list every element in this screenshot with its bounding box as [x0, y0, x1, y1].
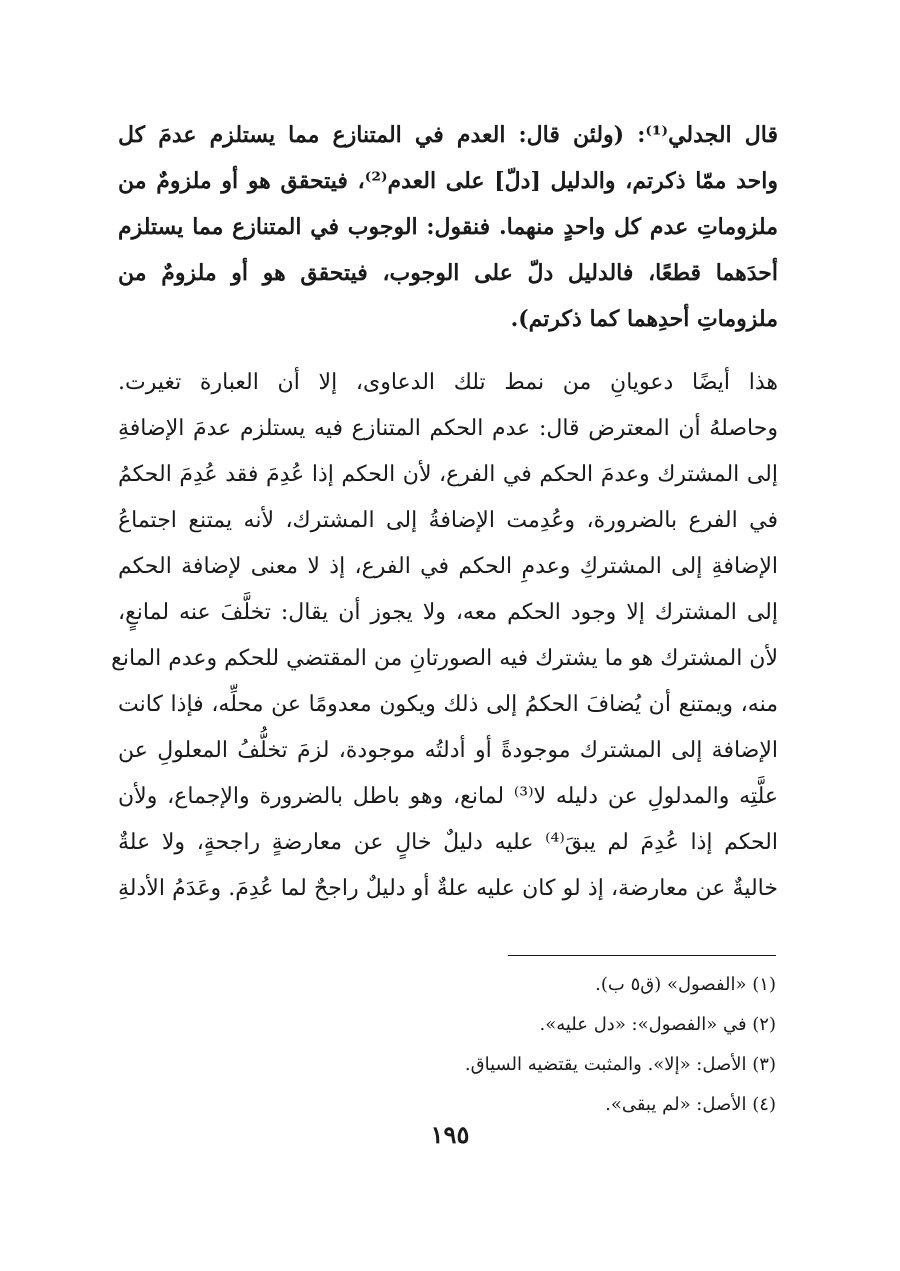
text-line: لأن المشترك هو ما يشترك فيه الصورتانِ من المقتضي للحكم وعدم المانع — [111, 646, 778, 671]
text-line: منه، ويمتنع أن يُضافَ الحكمُ إلى ذلك ويكون معدومًا عن محلِّه، فإذا كانت — [118, 692, 778, 717]
text-line: خاليةٌ عن معارضة، إذ لو كان عليه علةٌ أو دليلٌ راجحٌ لما عُدِمَ. وعَدَمُ الأدلةِ — [118, 876, 778, 901]
footnotes — [300, 965, 776, 1125]
footnote-3: (٣) الأصل: «إلا». والمثبت يقتضيه السياق. — [464, 1054, 776, 1075]
text-line: وحاصلهُ أن المعترض قال: عدم الحكم المتنازع فيه يستلزم عدمَ الإضافةِ — [118, 416, 778, 441]
footnote-2: (٢) في «الفصول»: «دل عليه». — [539, 1014, 776, 1035]
quoted-argument-paragraph — [118, 112, 778, 342]
text-line: الحكم إذا عُدِمَ لم يبقَ⁽⁴⁾ عليه دليلٌ خالٍ عن معارضةٍ راجحةٍ، ولا علةٌ — [118, 830, 778, 855]
response-paragraph — [111, 360, 779, 912]
page-number: ١٩٥ — [430, 1120, 470, 1149]
footnote-separator — [508, 955, 776, 956]
text-line: إلى المشترك إلا وجود الحكم معه، ولا يجوز أن يقال: تخلَّفَ عنه لمانعٍ، — [118, 600, 778, 625]
text-line: علَّتِه والمدلولِ عن دليله لا⁽³⁾ لمانع، وهو باطل بالضرورة والإجماع، ولأن — [118, 784, 779, 809]
text-line: ملزوماتِ أحدِهما كما ذكرتم). — [510, 306, 778, 332]
text-line: أحدَهما قطعًا، فالدليل دلّ على الوجوب، فيتحقق هو أو ملزومٌ من — [118, 260, 778, 286]
text-line: هذا أيضًا دعويانِ من نمط تلك الدعاوى، إلا أن العبارة تغيرت. — [118, 370, 778, 395]
text-line: الإضافة إلى المشترك موجودةً أو أدلتُه موجودة، لزمَ تخلُّفُ المعلولِ عن — [118, 738, 778, 763]
text-line: في الفرع بالضرورة، وعُدِمت الإضافةُ إلى المشترك، لأنه يمتنع اجتماعُ — [118, 508, 778, 533]
text-line: واحد ممّا ذكرتم، والدليل [دلّ] على العدم⁽²⁾، فيتحقق هو أو ملزومٌ من — [118, 168, 778, 194]
text-line: الإضافةِ إلى المشتركِ وعدمِ الحكم في الفرع، إذ لا معنى لإضافة الحكم — [118, 554, 778, 579]
text-line: ملزوماتِ عدم كل واحدٍ منهما. فنقول: الوجوب في المتنازع مما يستلزم — [118, 214, 778, 240]
text-line: قال الجدلي⁽¹⁾: (ولئن قال: العدم في المتنازع مما يستلزم عدمَ كل — [118, 122, 778, 148]
footnote-4: (٤) الأصل: «لم يبقى». — [605, 1094, 776, 1115]
text-line: إلى المشترك وعدمَ الحكم في الفرع، لأن الحكم إذا عُدِمَ فقد عُدِمَ الحكمُ — [118, 462, 778, 487]
footnote-1: (١) «الفصول» (ق٥ ب). — [595, 974, 776, 995]
